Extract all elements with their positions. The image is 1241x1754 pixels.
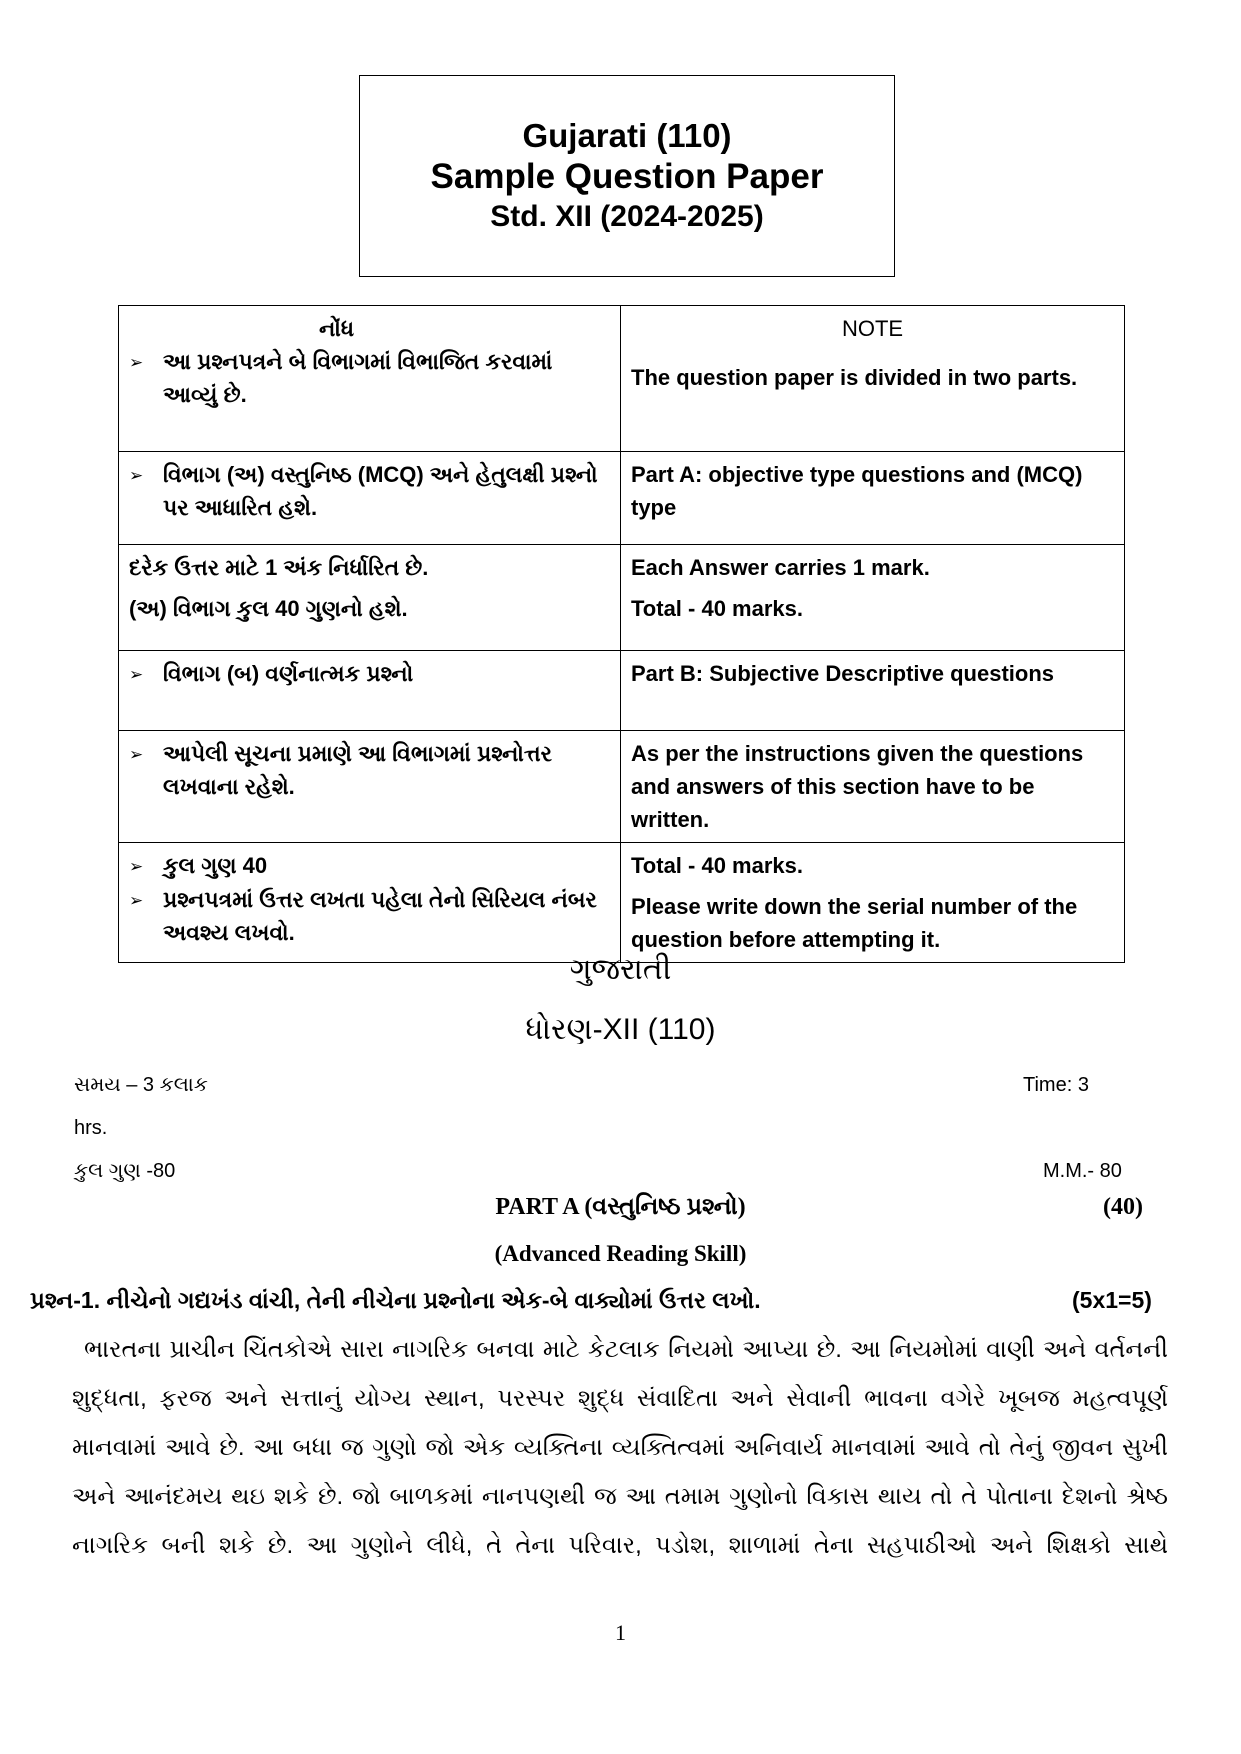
passage-line: શુદ્ધતા, ફરજ અને સત્તાનું યોગ્ય સ્થાન, પરસ્પર શુદ્ધ સંવાદિતા અને સેવાની ભાવના વગેરે ખૂબજ મહત્વપૂર્ણ xyxy=(72,1385,1168,1412)
notes-en-text: Please write down the serial number of the question before attempting it. xyxy=(631,894,1078,952)
notes-en-text: As per the instructions given the questions and answers of this section have to be written. xyxy=(631,741,1084,832)
notes-en-text: Part A: objective type questions and (MCQ) type xyxy=(631,462,1083,520)
notes-gu-cell xyxy=(119,306,621,452)
notes-en-heading: NOTE xyxy=(841,316,904,341)
part-a-title: PART A (વસ્તુનિષ્ઠ પ્રશ્નો) xyxy=(495,1194,746,1220)
title-box xyxy=(359,75,895,277)
passage-line: માનવામાં આવે છે. આ બધા જ ગુણો જો એક વ્યક્તિના વ્યક્તિત્વમાં અનિવાર્ય માનવામાં આવે તો તેનું જીવન સુખી xyxy=(72,1434,1168,1461)
marks-gu: કુલ ગુણ -80 xyxy=(74,1160,176,1182)
notes-gu-text: (અ) વિભાગ કુલ 40 ગુણનો હશે. xyxy=(129,596,408,621)
notes-gu-cell xyxy=(119,452,621,545)
question-1-marks: (5x1=5) xyxy=(1072,1287,1152,1313)
notes-row xyxy=(119,452,1125,545)
marks-en: M.M.- 80 xyxy=(1043,1160,1122,1182)
list-item: ➢ પ્રશ્નપત્રમાં ઉત્તર લખતા પહેલા તેનો સિરિયલ નંબર અવશ્ય લખવો. xyxy=(129,883,610,949)
notes-en-cell xyxy=(621,306,1125,452)
paper-standard-title: Std. XII (2024-2025) xyxy=(490,200,764,233)
notes-en-cell xyxy=(621,452,1125,545)
notes-en-cell xyxy=(621,731,1125,843)
list-item: ➢ વિભાગ (અ) વસ્તુનિષ્ઠ (MCQ) અને હેતુલક્ષી પ્રશ્નો પર આધારિત હશે. xyxy=(129,458,610,524)
notes-row xyxy=(119,843,1125,963)
list-item: ➢ આ પ્રશ્નપત્રને બે વિભાગમાં વિભાજિત કરવામાં આવ્યું છે. xyxy=(129,345,610,411)
page-number: 1 xyxy=(615,1620,626,1645)
notes-en-text: Total - 40 marks. xyxy=(631,853,803,878)
list-item: ➢ વિભાગ (બ) વર્ણનાત્મક પ્રશ્નો xyxy=(129,657,610,691)
arrow-bullet-icon: ➢ xyxy=(129,353,144,372)
arrow-bullet-icon: ➢ xyxy=(129,857,144,876)
list-item: ➢ કુલ ગુણ 40 xyxy=(129,849,610,883)
notes-row xyxy=(119,731,1125,843)
time-en-continued: hrs. xyxy=(74,1117,108,1139)
arrow-bullet-icon: ➢ xyxy=(129,745,144,764)
notes-row xyxy=(119,651,1125,731)
notes-en-text: The question paper is divided in two parts. xyxy=(631,365,1078,390)
part-a-marks: (40) xyxy=(1103,1194,1143,1220)
subject-standard: ધોરણ-XII (110) xyxy=(525,1013,716,1046)
notes-gu-cell xyxy=(119,651,621,731)
notes-row xyxy=(119,545,1125,651)
notes-en-text: Each Answer carries 1 mark. xyxy=(631,555,930,580)
notes-gu-heading: નોંધ xyxy=(319,316,355,341)
notes-en-cell xyxy=(621,545,1125,651)
notes-gu-cell xyxy=(119,545,621,651)
time-gu: સમય – 3 કલાક xyxy=(74,1074,208,1096)
notes-en-cell xyxy=(621,651,1125,731)
notes-en-text: Part B: Subjective Descriptive questions xyxy=(631,661,1055,686)
paper-subject-title: Gujarati (110) xyxy=(522,117,732,154)
time-en: Time: 3 xyxy=(1023,1074,1089,1096)
passage-line: ભારતના પ્રાચીન ચિંતકોએ સારા નાગરિક બનવા માટે કેટલાક નિયમો આપ્યા છે. આ નિયમોમાં વાણી અને વર્તનની xyxy=(84,1336,1168,1363)
part-a-skill: (Advanced Reading Skill) xyxy=(494,1241,747,1266)
notes-gu-text: દરેક ઉત્તર માટે 1 અંક નિર્ધારિત છે. xyxy=(129,555,429,580)
notes-table xyxy=(118,305,1125,963)
passage xyxy=(72,1325,1168,1570)
notes-en-cell xyxy=(621,843,1125,963)
paper-type-title: Sample Question Paper xyxy=(430,157,824,196)
notes-en-text: Total - 40 marks. xyxy=(631,596,803,621)
notes-gu-cell xyxy=(119,843,621,963)
notes-row xyxy=(119,306,1125,452)
arrow-bullet-icon: ➢ xyxy=(129,466,144,485)
notes-gu-cell xyxy=(119,731,621,843)
subject-name: ગુજરાતી xyxy=(569,953,672,986)
list-item: ➢ આપેલી સૂચના પ્રમાણે આ વિભાગમાં પ્રશ્નોત્તર લખવાના રહેશે. xyxy=(129,737,610,803)
arrow-bullet-icon: ➢ xyxy=(129,665,144,684)
passage-line: નાગરિક બની શકે છે. આ ગુણોને લીધે, તે તેના પરિવાર, પડોશ, શાળામાં તેના સહપાઠીઓ અને શિક્ષકો સાથે xyxy=(72,1532,1168,1559)
arrow-bullet-icon: ➢ xyxy=(129,891,144,910)
passage-line: અને આનંદમય થઇ શકે છે. જો બાળકમાં નાનપણથી જ આ તમામ ગુણોનો વિકાસ થાય તો તે પોતાના દેશનો શ્રેષ્ઠ xyxy=(72,1483,1168,1510)
question-1-text: પ્રશ્ન-1. નીચેનો ગદ્યખંડ વાંચી, તેની નીચેના પ્રશ્નોના એક-બે વાક્યોમાં ઉત્તર લખો. xyxy=(30,1287,761,1313)
